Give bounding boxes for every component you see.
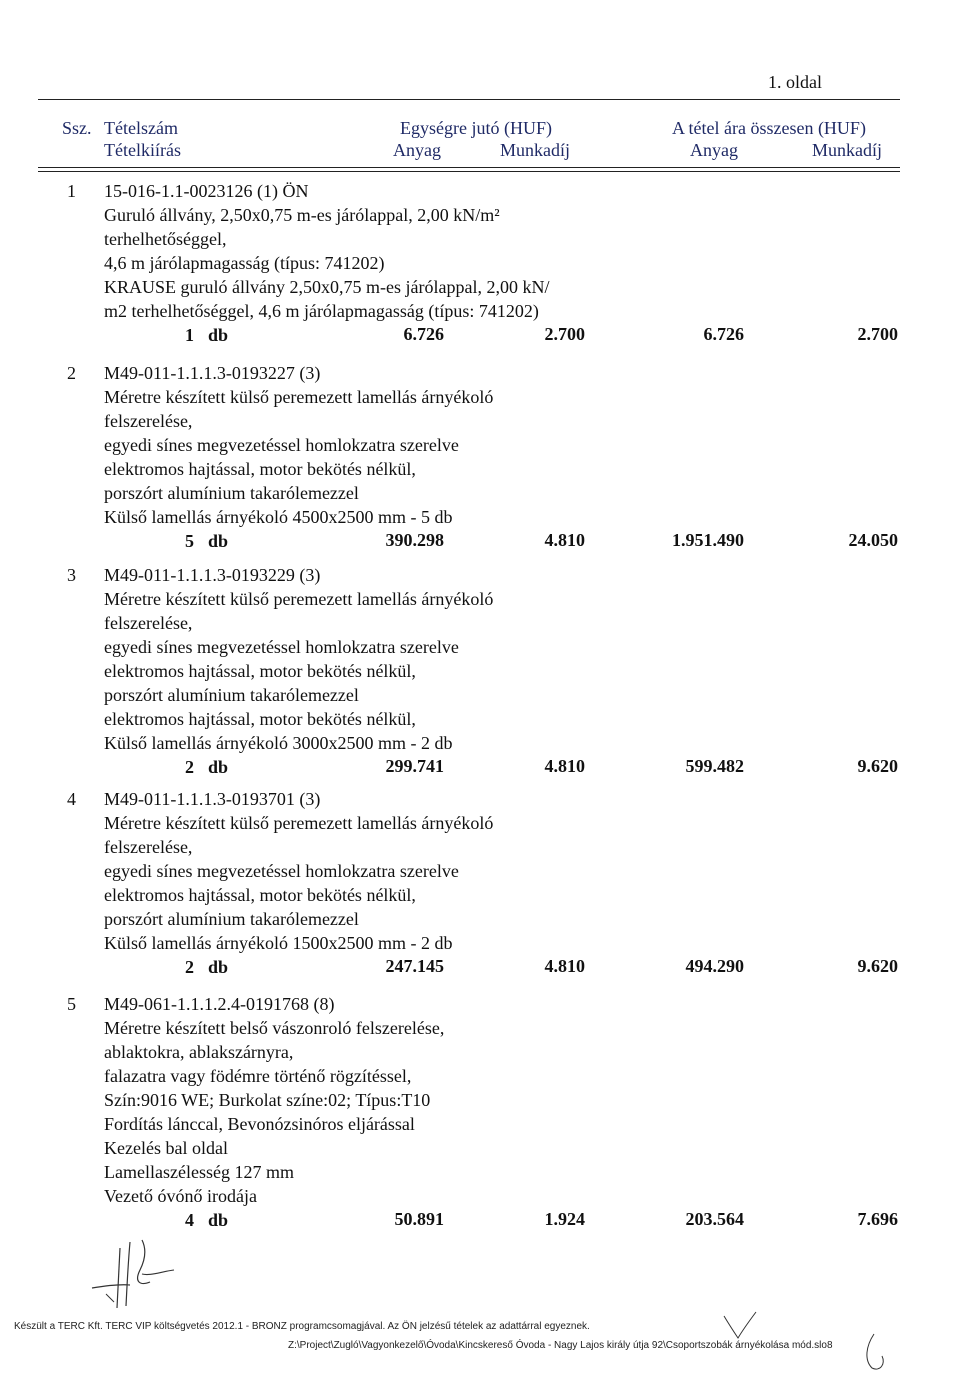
item-qty: 4 [185,1210,194,1230]
header-anyag-total: Anyag [690,140,738,160]
item-total-labor: 9.620 [857,756,898,776]
header-tetelkiiras: Tételkiírás [104,140,181,160]
item-code: M49-061-1.1.1.2.4-0191768 (8) [104,994,335,1014]
item-desc-line: Külső lamellás árnyékoló 4500x2500 mm - 5 db [104,507,453,527]
item-unit-labor: 4.810 [544,956,585,976]
page-number: 1. oldal [768,72,822,92]
header-rule-1 [38,167,900,168]
item-total-material: 6.726 [703,324,744,344]
header-rule-2 [38,171,900,172]
item-desc-line: Méretre készített külső peremezett lamellás árnyékoló [104,813,494,833]
item-desc-line: felszerelése, [104,411,193,431]
item-desc-line: elektromos hajtással, motor bekötés nélkül, [104,885,416,905]
item-desc-line: Vezető óvónő irodája [104,1186,257,1206]
item-total-material: 599.482 [685,756,744,776]
item-unit: db [208,957,229,977]
item-desc-line: elektromos hajtással, motor bekötés nélkül, [104,661,416,681]
top-rule [38,99,900,100]
item-desc-line: Fordítás lánccal, Bevonózsinóros eljárással [104,1114,415,1134]
item-desc-line: porszórt alumínium takarólemezzel [104,909,359,929]
item-desc-line: Méretre készített külső peremezett lamellás árnyékoló [104,387,494,407]
item-qty: 2 [185,957,194,977]
item-unit: db [208,531,229,551]
item-index: 4 [67,789,76,809]
item-index: 5 [67,994,76,1014]
item-desc-line: felszerelése, [104,613,193,633]
item-desc-line: 4,6 m járólapmagasság (típus: 741202) [104,253,385,273]
header-munkadij-unit: Munkadíj [500,140,570,160]
item-desc-line: Méretre készített belső vászonroló felszerelése, [104,1018,445,1038]
header-total-price: A tétel ára összesen (HUF) [672,118,866,138]
item-desc-line: m2 terhelhetőséggel, 4,6 m járólapmagasság (típus: 741202) [104,301,539,321]
item-desc-line: egyedi sínes megvezetéssel homlokzatra szerelve [104,435,459,455]
header-ssz: Ssz. [62,118,92,138]
item-desc-line: Méretre készített külső peremezett lamellás árnyékoló [104,589,494,609]
item-desc-line: egyedi sínes megvezetéssel homlokzatra szerelve [104,861,459,881]
item-unit-material: 247.145 [385,956,444,976]
item-desc-line: Kezelés bal oldal [104,1138,228,1158]
item-desc-line: terhelhetőséggel, [104,229,227,249]
header-anyag-unit: Anyag [393,140,441,160]
item-unit-material: 6.726 [403,324,444,344]
item-unit-labor: 2.700 [544,324,585,344]
item-desc-line: Szín:9016 WE; Burkolat színe:02; Típus:T10 [104,1090,431,1110]
item-desc-line: Külső lamellás árnyékoló 3000x2500 mm - 2 db [104,733,453,753]
item-unit-labor: 4.810 [544,530,585,550]
item-code: M49-011-1.1.1.3-0193229 (3) [104,565,321,585]
item-desc-line: falazatra vagy födémre történő rögzítéssel, [104,1066,412,1086]
item-unit: db [208,757,229,777]
item-total-labor: 9.620 [857,956,898,976]
item-qty: 1 [185,325,194,345]
item-unit-labor: 1.924 [544,1209,585,1229]
item-code: M49-011-1.1.1.3-0193701 (3) [104,789,321,809]
item-total-labor: 2.700 [857,324,898,344]
item-total-material: 494.290 [685,956,744,976]
item-index: 3 [67,565,76,585]
item-index: 1 [67,181,76,201]
item-total-material: 1.951.490 [672,530,744,550]
item-desc-line: Guruló állvány, 2,50x0,75 m-es járólappal, 2,00 kN/m² [104,205,500,225]
item-code: 15-016-1.1-0023126 (1) ÖN [104,181,309,201]
item-desc-line: elektromos hajtással, motor bekötés nélkül, [104,709,416,729]
item-total-labor: 24.050 [848,530,898,550]
item-desc-line: porszórt alumínium takarólemezzel [104,685,359,705]
footer-scribble-icon [720,1308,760,1342]
item-unit-material: 50.891 [394,1209,444,1229]
item-unit-material: 299.741 [385,756,444,776]
item-desc-line: ablaktokra, ablakszárnyra, [104,1042,294,1062]
item-index: 2 [67,363,76,383]
header-tetelszam: Tételszám [104,118,178,138]
item-total-material: 203.564 [685,1209,744,1229]
header-unit-price: Egységre jutó (HUF) [400,118,552,138]
item-desc-line: elektromos hajtással, motor bekötés nélkül, [104,459,416,479]
item-unit: db [208,325,229,345]
item-desc-line: porszórt alumínium takarólemezzel [104,483,359,503]
item-desc-line: Külső lamellás árnyékoló 1500x2500 mm - 2 db [104,933,453,953]
signature [84,1234,194,1314]
item-unit: db [208,1210,229,1230]
item-desc-line: KRAUSE guruló állvány 2,50x0,75 m-es járólappal, 2,00 kN/ [104,277,550,297]
footer-mark-icon [860,1330,894,1376]
item-desc-line: Lamellaszélesség 127 mm [104,1162,294,1182]
item-total-labor: 7.696 [857,1209,898,1229]
item-qty: 2 [185,757,194,777]
header-munkadij-total: Munkadíj [812,140,882,160]
item-desc-line: egyedi sínes megvezetéssel homlokzatra szerelve [104,637,459,657]
footer-path: Z:\Project\Zugló\Vagyonkezelő\Óvoda\Kincskereső Óvoda - Nagy Lajos király útja 92\Csoportszobák árnyékolása mód.slo8 [288,1340,833,1351]
footer-credit: Készült a TERC Kft. TERC VIP költségvetés 2012.1 - BRONZ programcsomagjával. Az ÖN jelzésű tételek az adattárral egyeznek. [14,1321,590,1332]
item-desc-line: felszerelése, [104,837,193,857]
item-unit-labor: 4.810 [544,756,585,776]
item-code: M49-011-1.1.1.3-0193227 (3) [104,363,321,383]
item-unit-material: 390.298 [385,530,444,550]
item-qty: 5 [185,531,194,551]
